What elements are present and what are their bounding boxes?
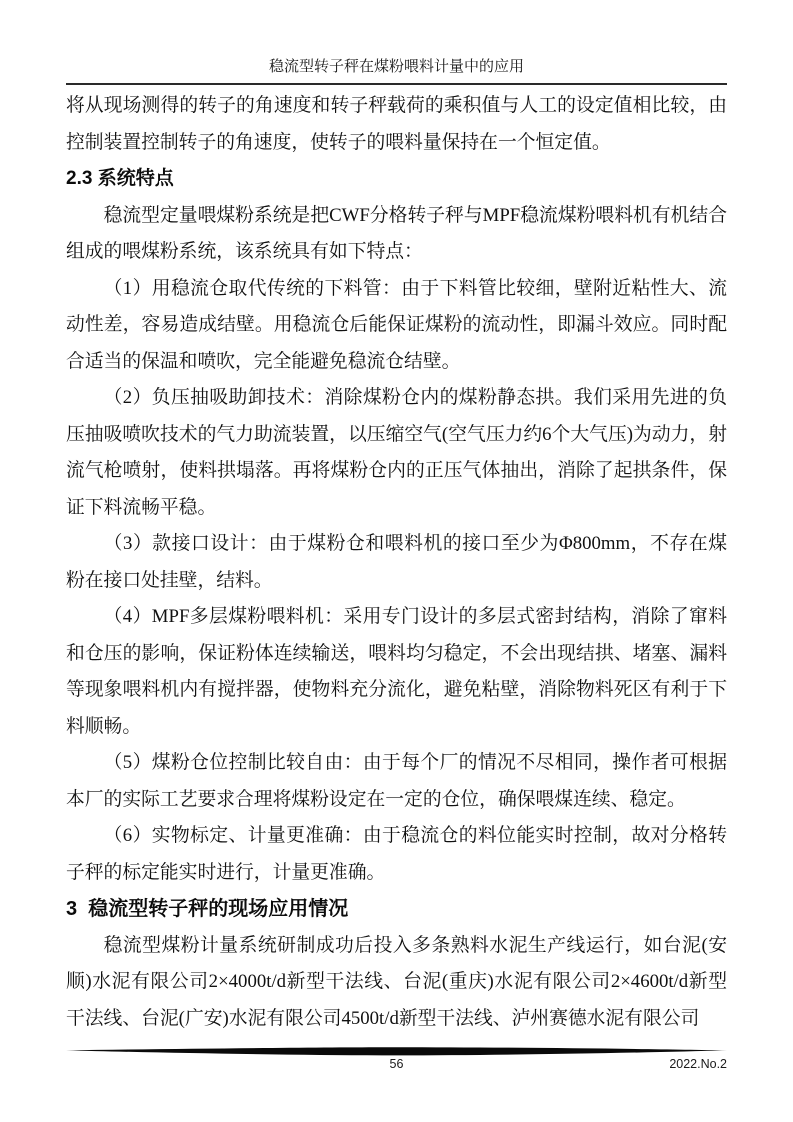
paragraph: 稳流型煤粉计量系统研制成功后投入多条熟料水泥生产线运行，如台泥(安顺)水泥有限公司2×4000t/d新型干法线、台泥(重庆)水泥有限公司2×4600t/d新型干法线、台泥(广安)水泥有限公司4500t/d新型干法线、泸州赛德水泥有限公司 (66, 934, 727, 1029)
paragraph: （3）款接口设计：由于煤粉仓和喂料机的接口至少为Φ800mm，不存在煤粉在接口处挂壁，结料。 (66, 533, 727, 591)
paragraph: （1）用稳流仓取代传统的下料管：由于下料管比较细，壁附近粘性大、流动性差，容易造成结壁。用稳流仓后能保证煤粉的流动性，即漏斗效应。同时配合适当的保温和喷吹，完全能避免稳流仓结壁。 (66, 277, 727, 372)
document-body (66, 85, 727, 1037)
content-column (66, 0, 727, 1037)
paragraph: 稳流型定量喂煤粉系统是把CWF分格转子秤与MPF稳流煤粉喂料机有机结合组成的喂煤粉系统，该系统具有如下特点： (66, 204, 727, 262)
footer-ornament-rule (66, 1047, 727, 1056)
paragraph: （4）MPF多层煤粉喂料机：采用专门设计的多层式密封结构，消除了窜料和仓压的影响，保证粉体连续输送，喂料均匀稳定，不会出现结拱、堵塞、漏料等现象喂料机内有搅拌器，使物料充分流化，避免粘壁，消除物料死区有利于下料顺畅。 (66, 606, 727, 737)
footer-meta-row (66, 1057, 727, 1075)
paragraph: （2）负压抽吸助卸技术：消除煤粉仓内的煤粉静态拱。我们采用先进的负压抽吸喷吹技术的气力助流装置，以压缩空气(空气压力约6个大气压)为动力，射流气枪喷射，使料拱塌落。再将煤粉仓内的正压气体抽出，消除了起拱条件，保证下料流畅平稳。 (66, 387, 727, 518)
section-heading: 3 稳流型转子秤的现场应用情况 (66, 898, 349, 920)
paragraph: 将从现场测得的转子的角速度和转子秤载荷的乘积值与人工的设定值相比较，由控制装置控制转子的角速度，使转子的喂料量保持在一个恒定值。 (66, 95, 727, 153)
page-number: 56 (389, 1057, 404, 1071)
issue-label: 2022.No.2 (669, 1057, 727, 1071)
running-header-title: 稳流型转子秤在煤粉喂料计量中的应用 (66, 0, 727, 85)
section-heading: 2.3 系统特点 (66, 168, 174, 189)
paragraph: （6）实物标定、计量更准确：由于稳流仓的料位能实时控制，故对分格转子秤的标定能实时进行，计量更准确。 (66, 825, 727, 883)
paragraph: （5）煤粉仓位控制比较自由：由于每个厂的情况不尽相同，操作者可根据本厂的实际工艺要求合理将煤粉设定在一定的仓位，确保喂煤连续、稳定。 (66, 752, 727, 810)
page-footer (66, 1047, 727, 1075)
